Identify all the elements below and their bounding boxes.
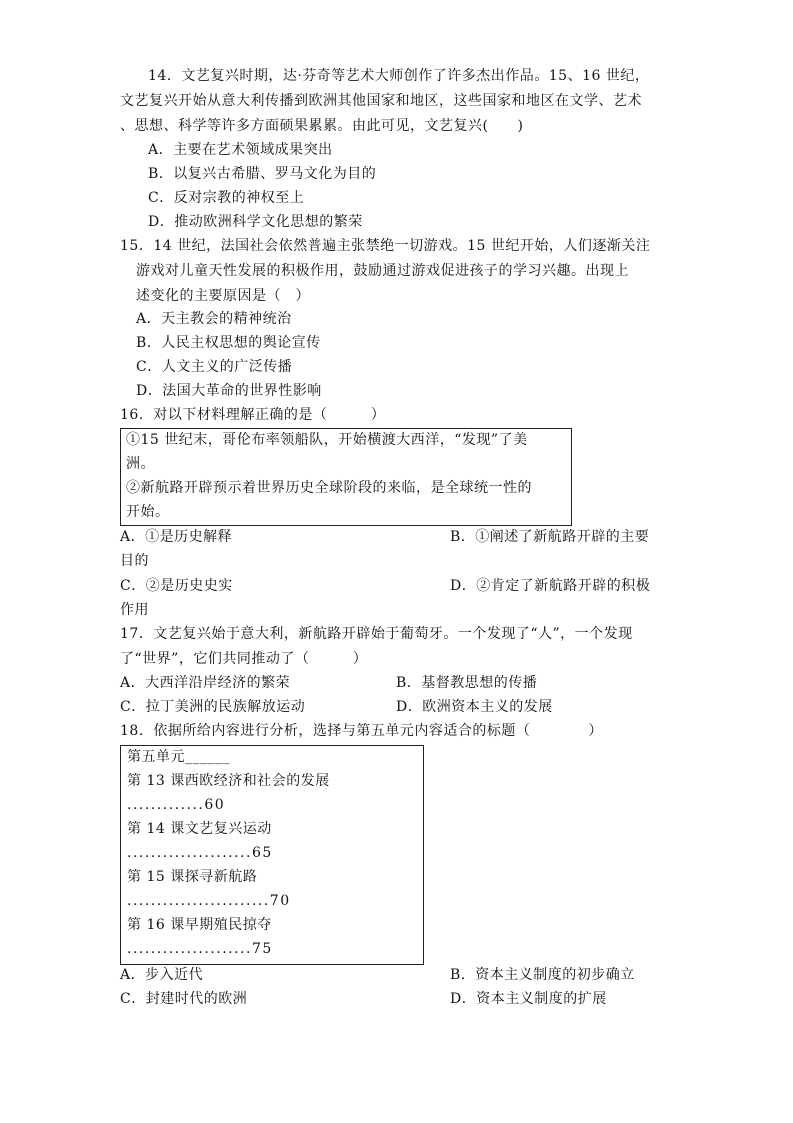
q15-stem-line-2: 游戏对儿童天性发展的积极作用，鼓励通过游戏促进孩子的学习兴趣。出现上 [136,263,629,279]
q18-toc-unit-heading: 第五单元______ [127,749,230,765]
q16-option-c: C．②是历史史实 [120,578,233,594]
q17-option-d: D．欧洲资本主义的发展 [396,699,553,715]
q16-material-line-4: 开始。 [126,504,170,520]
q18-option-c: C．封建时代的欧洲 [120,991,248,1007]
q14-option-d: D．推动欧洲科学文化思想的繁荣 [148,214,363,230]
q16-option-d: D．②肯定了新航路开辟的积极 [450,578,651,594]
q16-option-d-continued: 作用 [120,602,149,618]
q18-toc-lesson-15: 第 15 课探寻新航路 [127,869,258,885]
q14-stem-line-2: 文艺复兴开始从意大利传播到欧洲其他国家和地区，这些国家和地区在文学、艺术 [120,93,642,109]
q14-option-c: C．反对宗教的神权至上 [148,190,305,206]
q16-option-b-continued: 目的 [120,553,149,569]
q16-option-a: A．①是历史解释 [120,529,233,545]
q17-stem-line-1: 17．文艺复兴始于意大利，新航路开辟始于葡萄牙。一个发现了“人”，一个发现 [120,626,633,642]
q15-option-c: C．人文主义的广泛传播 [136,359,293,375]
q15-option-b: B．人民主权思想的舆论宣传 [136,335,321,351]
q18-stem: 18．依据所给内容进行分析，选择与第五单元内容适合的标题（ ） [120,723,603,739]
q14-option-a: A．主要在艺术领域成果突出 [148,142,333,158]
q16-option-b: B．①阐述了新航路开辟的主要 [450,529,650,545]
q14-stem-line-3: 、思想、科学等许多方面硕果累累。由此可见，文艺复兴( ) [120,118,524,134]
q18-toc-lesson-14: 第 14 课文艺复兴运动 [127,821,272,837]
q18-toc-lesson-13-page: .............60 [127,797,226,813]
q18-option-d: D．资本主义制度的扩展 [450,991,607,1007]
q18-option-b: B．资本主义制度的初步确立 [450,967,635,983]
q16-material-line-2: 洲。 [126,456,155,472]
q14-option-b: B．以复兴古希腊、罗马文化为目的 [148,166,377,182]
q18-toc-lesson-16: 第 16 课早期殖民掠夺 [127,917,272,933]
q16-material-line-3: ②新航路开辟预示着世界历史全球阶段的来临，是全球统一性的 [126,480,532,496]
q17-option-c: C．拉丁美洲的民族解放运动 [120,699,306,715]
q17-option-b: B．基督教思想的传播 [396,675,538,691]
q15-option-d: D．法国大革命的世界性影响 [136,383,322,399]
q16-stem: 16．对以下材料理解正确的是（ ） [120,407,386,423]
q18-toc-lesson-15-page: ........................70 [127,893,291,909]
q18-toc-lesson-13: 第 13 课西欧经济和社会的发展 [127,773,330,789]
q18-toc-lesson-14-page: .....................65 [127,845,273,861]
q16-material-line-1: ①15 世纪末，哥伦布率领船队，开始横渡大西洋，“发现”了美 [126,432,528,448]
q15-option-a: A．天主教会的精神统治 [136,311,292,327]
q14-stem-line-1: 14．文艺复兴时期，达·芬奇等艺术大师创作了许多杰出作品。15、16 世纪， [148,68,650,84]
q18-option-a: A．步入近代 [120,967,204,983]
q17-stem-line-2: 了“世界”，它们共同推动了（ ） [120,651,368,667]
q18-toc-lesson-16-page: .....................75 [127,941,273,957]
q17-option-a: A．大西洋沿岸经济的繁荣 [120,675,291,691]
q15-stem-line-1: 15．14 世纪，法国社会依然普遍主张禁绝一切游戏。15 世纪开始，人们逐渐关注 [120,238,651,254]
q15-stem-line-3: 述变化的主要原因是（ ） [136,288,310,304]
